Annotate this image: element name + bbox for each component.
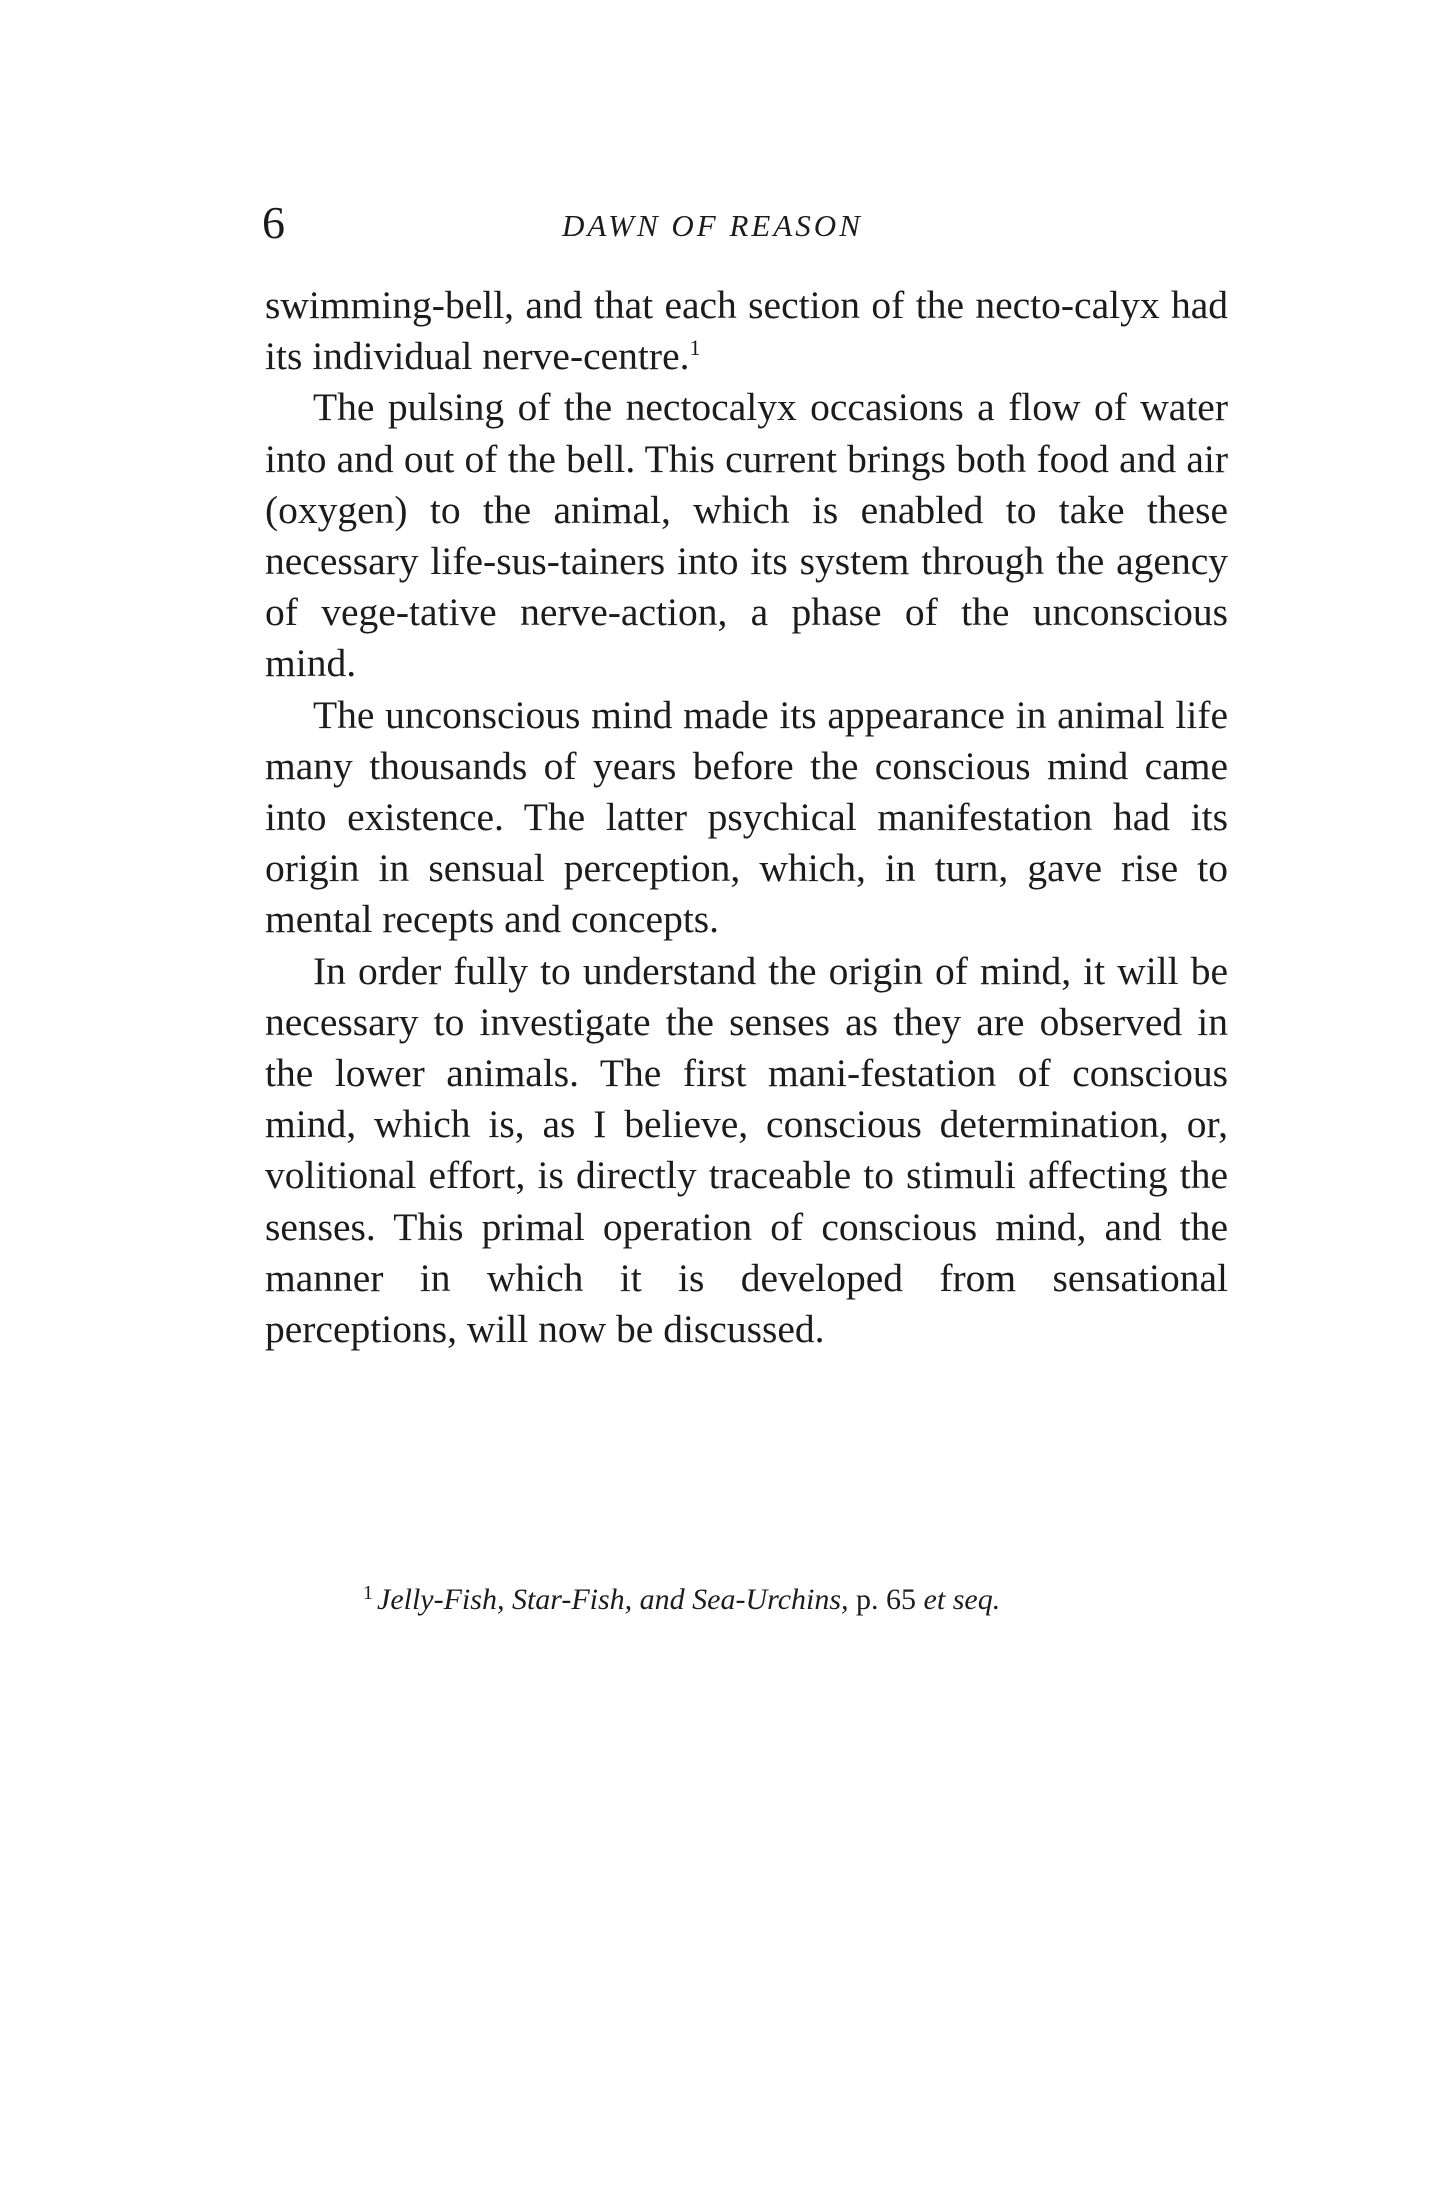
paragraph: In order fully to understand the origin of mind, it will be necessary to investigate the senses as they are observed in the lower animals. The first mani-festation of conscious mind, which is, as I believe, conscious determination, or, volitional effort, is directly traceable to stimuli affecting the senses. This primal operation of conscious mind, and the manner in which it is developed from sensational perceptions, will now be discussed. [265, 948, 1228, 1352]
paragraph-text: swimming-bell, and that each section of the necto-calyx had its individual nerve-centre. [265, 283, 1228, 379]
footnote-page: p. 65 [856, 1583, 917, 1616]
footnote-suffix: et seq. [923, 1583, 1001, 1616]
page-header [262, 198, 1228, 258]
running-title: DAWN OF REASON [562, 208, 863, 243]
footnote-reference: 1 [689, 335, 701, 361]
page-number: 6 [262, 197, 285, 248]
paragraph: The unconscious mind made its appearance in animal life many thousands of years before the conscious mind came into existence. The latter psychical manifestation had its origin in sensual perception, which, in turn, gave rise to mental recepts and concepts. [265, 692, 1228, 942]
footnote-mark: 1 [363, 1582, 373, 1604]
footnote-title: Jelly-Fish, Star-Fish, and Sea-Urchins, [377, 1583, 849, 1616]
paragraph: The pulsing of the nectocalyx occasions a flow of water into and out of the bell. This current brings both food and air (oxygen) to the animal, which is enabled to take these necessary life-sus-tainers into its system through the agency of vege-tative nerve-action, a phase of the unconscious mind. [265, 385, 1228, 686]
footnote [363, 1580, 1223, 1620]
paragraph-continued [265, 280, 1228, 382]
body-text [265, 280, 1228, 1355]
